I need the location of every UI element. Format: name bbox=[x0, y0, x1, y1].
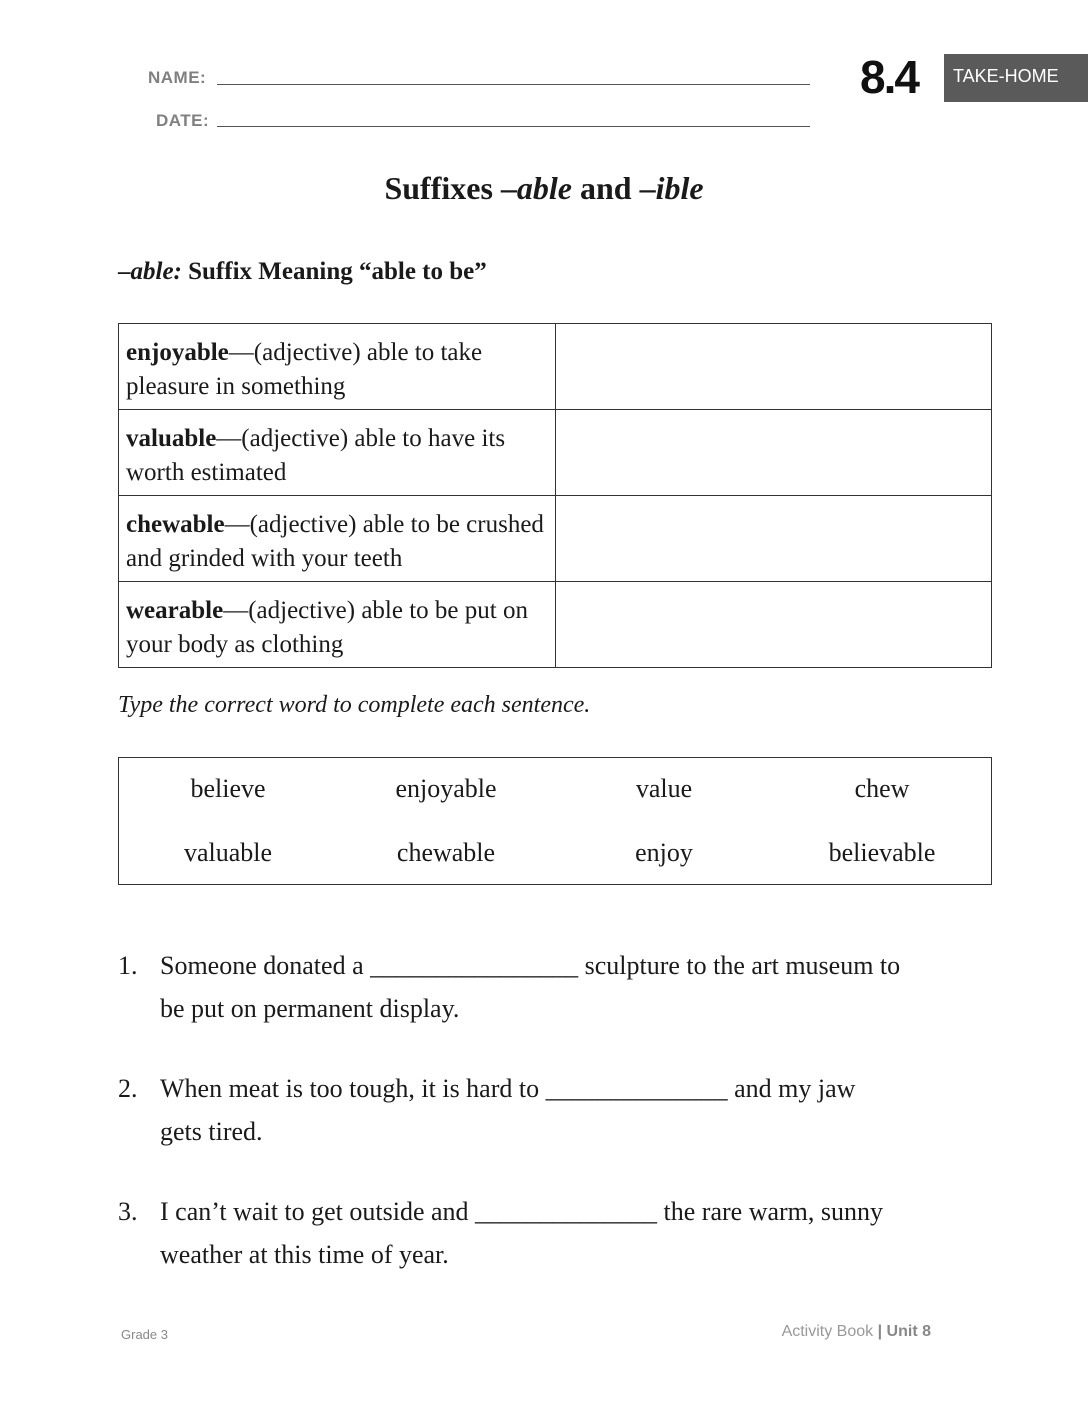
question-text[interactable] bbox=[160, 1190, 998, 1276]
word-bank-item: believable bbox=[828, 838, 936, 867]
defined-word: wearable bbox=[126, 597, 224, 624]
answer-cell[interactable] bbox=[556, 582, 992, 668]
question-text[interactable] bbox=[160, 1067, 998, 1153]
definition-cell bbox=[119, 582, 556, 668]
word-bank-item: chewable bbox=[396, 838, 496, 867]
page-title bbox=[0, 170, 1088, 207]
question-line: Someone donated a ________________ sculpture to the art museum to bbox=[160, 951, 901, 980]
date-label: DATE: bbox=[156, 111, 210, 130]
name-label: NAME: bbox=[148, 68, 207, 87]
question-line: gets tired. bbox=[160, 1117, 263, 1146]
word-bank-item: value bbox=[635, 774, 693, 803]
word-bank-item: valuable bbox=[183, 838, 273, 867]
question-number: 1. bbox=[118, 951, 138, 980]
word-bank-item: chew bbox=[854, 774, 910, 803]
lesson-number: 8.4 bbox=[860, 51, 918, 103]
table-row bbox=[119, 410, 992, 496]
defined-word: valuable bbox=[126, 425, 217, 452]
footer-grade: Grade 3 bbox=[121, 1327, 168, 1342]
subhead-rest: Suffix Meaning “able to be” bbox=[181, 258, 487, 285]
answer-cell[interactable] bbox=[556, 410, 992, 496]
question-line: weather at this time of year. bbox=[160, 1240, 449, 1269]
word-bank-item: enjoy bbox=[635, 838, 693, 867]
answer-cell[interactable] bbox=[556, 324, 992, 410]
footer-separator: | bbox=[877, 1323, 883, 1340]
table-row bbox=[119, 582, 992, 668]
definition-cell bbox=[119, 496, 556, 582]
instructions: Type the correct word to complete each sentence. bbox=[118, 692, 591, 718]
question-number: 2. bbox=[118, 1074, 138, 1103]
title-suffix-able: able bbox=[516, 170, 572, 206]
footer-book: Activity Book bbox=[781, 1323, 874, 1340]
definition-cell bbox=[119, 410, 556, 496]
date-line[interactable] bbox=[217, 126, 810, 127]
definition-text: —(adjective) able to be crushed and grinded with your teeth bbox=[126, 511, 544, 572]
question-number: 3. bbox=[118, 1197, 138, 1226]
word-bank-item: believe bbox=[190, 774, 266, 803]
definition-text: —(adjective) able to take pleasure in something bbox=[126, 339, 483, 400]
defined-word: chewable bbox=[126, 511, 225, 538]
name-line[interactable] bbox=[217, 84, 810, 85]
subhead-suffix: able: bbox=[130, 258, 182, 285]
question-text[interactable] bbox=[160, 944, 998, 1030]
definition-text: —(adjective) able to have its worth estimated bbox=[126, 425, 506, 486]
answer-cell[interactable] bbox=[556, 496, 992, 582]
footer-unit: Unit 8 bbox=[886, 1323, 931, 1340]
defined-word: enjoyable bbox=[126, 339, 229, 366]
footer-book-unit bbox=[782, 1323, 931, 1341]
question-line: I can’t wait to get outside and ______________ the rare warm, sunny bbox=[160, 1197, 884, 1226]
title-middle: and – bbox=[571, 170, 656, 206]
question-line: When meat is too tough, it is hard to ______________ and my jaw bbox=[160, 1074, 856, 1103]
take-home-tag: TAKE-HOME bbox=[944, 54, 1088, 102]
title-suffix-ible: ible bbox=[655, 170, 704, 206]
word-bank-item: enjoyable bbox=[395, 774, 497, 803]
definition-text: —(adjective) able to be put on your body as clothing bbox=[126, 597, 528, 658]
question-line: be put on permanent display. bbox=[160, 994, 460, 1023]
table-row bbox=[119, 324, 992, 410]
word-bank bbox=[118, 757, 992, 885]
subhead-prefix: – bbox=[118, 258, 131, 285]
definition-cell bbox=[119, 324, 556, 410]
section-heading bbox=[118, 258, 487, 286]
title-prefix: Suffixes – bbox=[384, 170, 517, 206]
table-row bbox=[119, 496, 992, 582]
definitions-table bbox=[118, 323, 992, 668]
